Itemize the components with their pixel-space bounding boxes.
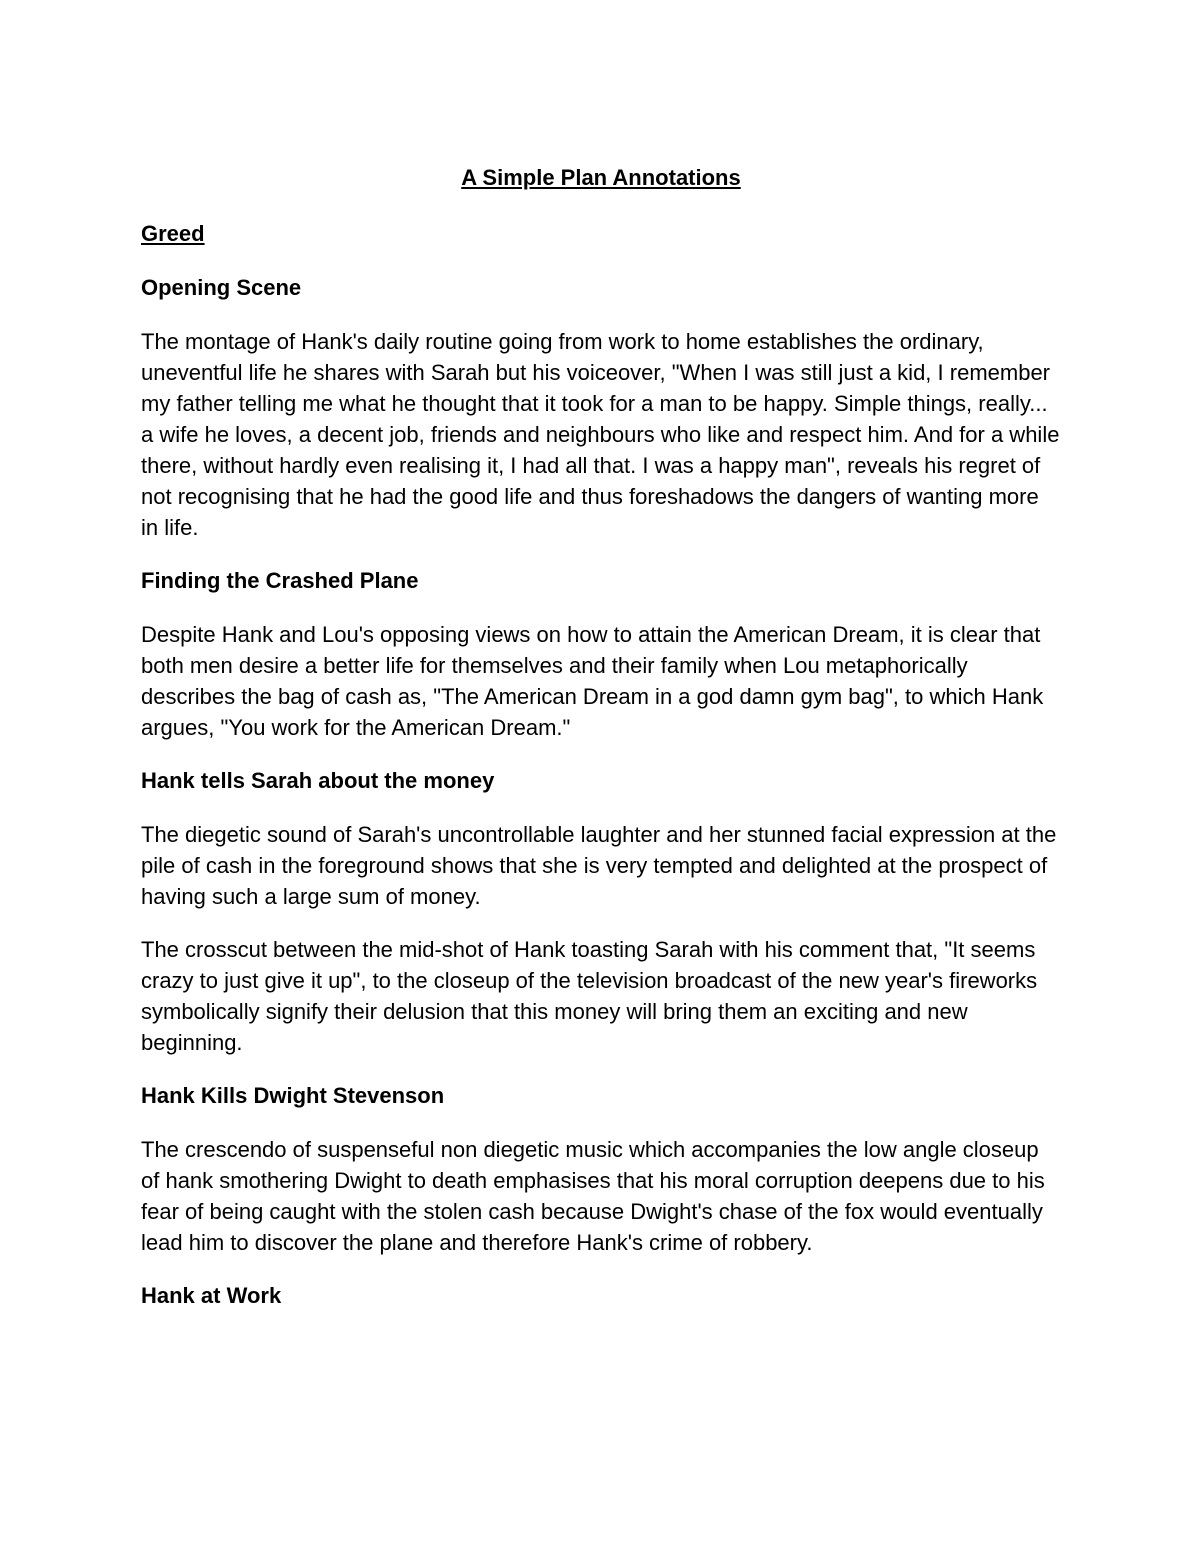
paragraph-opening-scene: The montage of Hank's daily routine going from work to home establishes the ordinary, uneventful life he shares with Sarah but his voiceover, "When I was still just a kid, I remember my father telling me what he thought that it took for a man to be happy. Simple things, really... a wife he loves, a decent job, friends and neighbours who like and respect him. And for a while there, without hardly even realising it, I had all that. I was a happy man", reveals his regret of not recognising that he had the good life and thus foreshadows the dangers of wanting more in life.	[141, 329, 1060, 540]
subheading-hank-tells-sarah: Hank tells Sarah about the money	[141, 768, 495, 793]
subheading-finding-crashed-plane: Finding the Crashed Plane	[141, 568, 419, 593]
subheading-hank-kills-dwight: Hank Kills Dwight Stevenson	[141, 1083, 445, 1108]
paragraph-hank-tells-sarah-2: The crosscut between the mid-shot of Hank toasting Sarah with his comment that, "It seems crazy to just give it up", to the closeup of the television broadcast of the new year's fireworks symbolically signify their delusion that this money will bring them an exciting and new beginning.	[141, 937, 1038, 1055]
subheading-hank-at-work: Hank at Work	[141, 1283, 282, 1308]
paragraph-hank-kills-dwight: The crescendo of suspenseful non diegetic music which accompanies the low angle closeup of hank smothering Dwight to death emphasises that his moral corruption deepens due to his fear of being caught with the stolen cash because Dwight's chase of the fox would eventually lead him to discover the plane and therefore Hank's crime of robbery.	[141, 1137, 1045, 1255]
document-page	[141, 162, 1061, 1334]
section-heading-greed: Greed	[141, 221, 205, 246]
document-title: A Simple Plan Annotations	[461, 165, 741, 190]
subheading-opening-scene: Opening Scene	[141, 275, 302, 300]
paragraph-hank-tells-sarah-1: The diegetic sound of Sarah's uncontrollable laughter and her stunned facial expression at the pile of cash in the foreground shows that she is very tempted and delighted at the prospect of having such a large sum of money.	[141, 822, 1057, 909]
paragraph-finding-crashed-plane: Despite Hank and Lou's opposing views on how to attain the American Dream, it is clear that both men desire a better life for themselves and their family when Lou metaphorically describes the bag of cash as, "The American Dream in a god damn gym bag", to which Hank argues, "You work for the American Dream."	[141, 622, 1044, 740]
